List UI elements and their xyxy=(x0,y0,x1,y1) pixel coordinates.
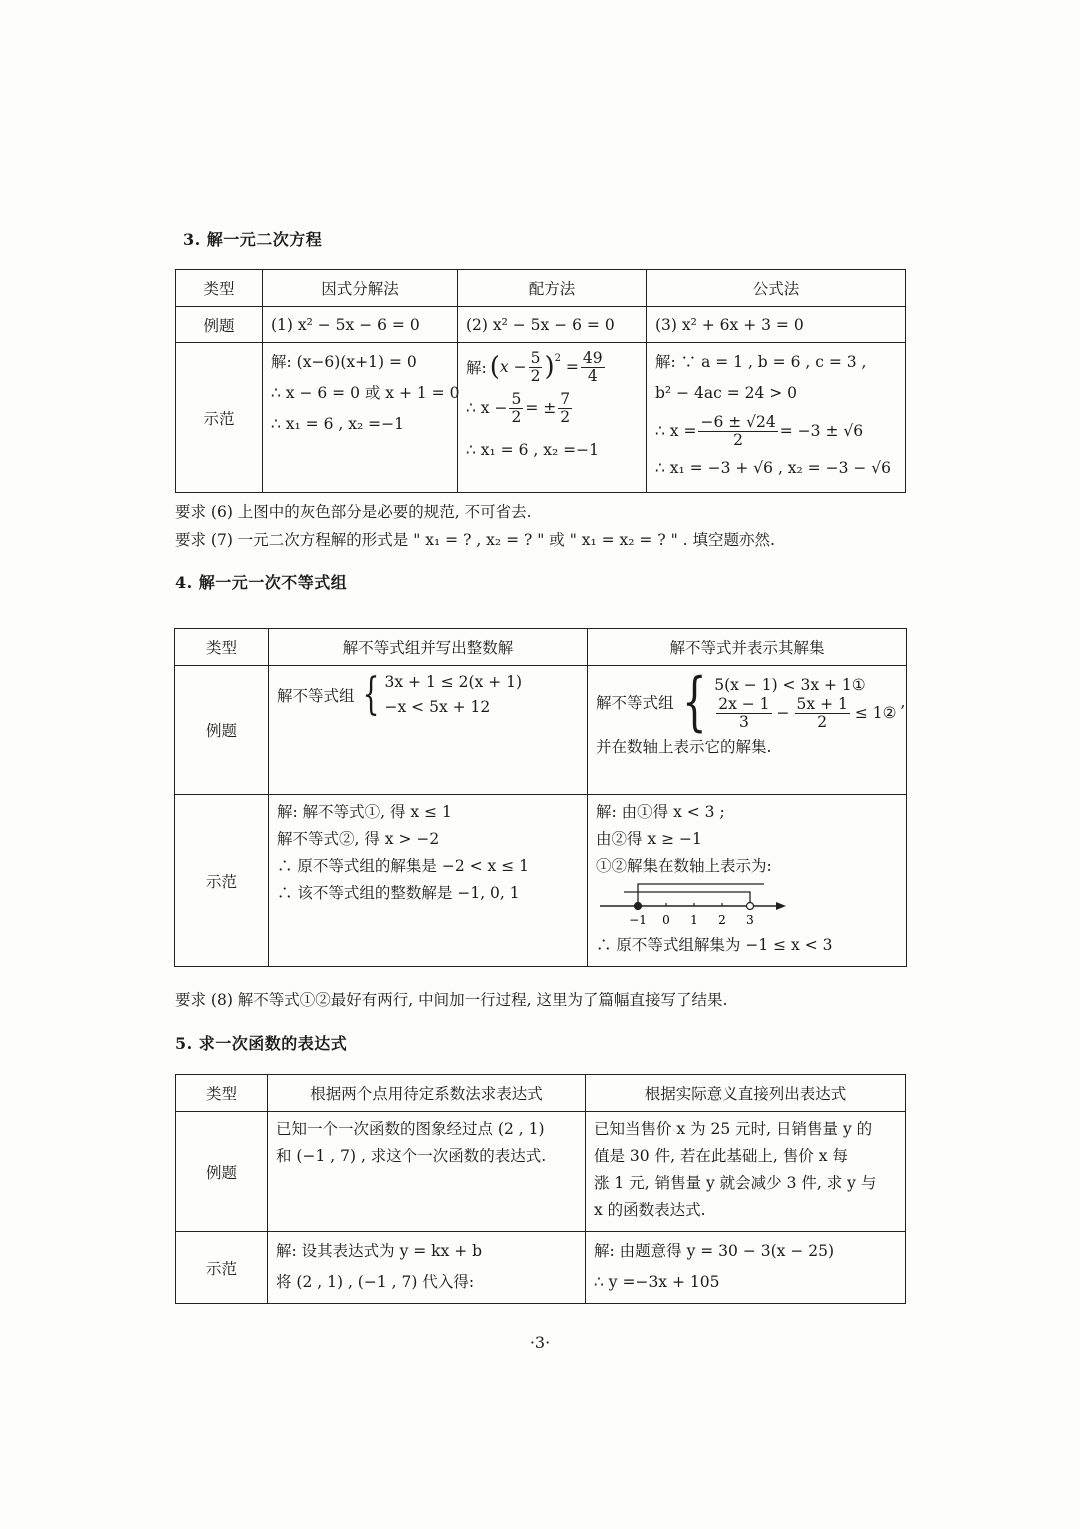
s3-complete-line2 xyxy=(466,387,638,429)
tick-label: 0 xyxy=(662,913,670,927)
frac-den: 3 xyxy=(738,712,749,731)
open-endpoint xyxy=(747,903,754,910)
s4-ex1-prefix: 解不等式组 xyxy=(277,687,355,705)
s4-demo-2 xyxy=(588,795,907,967)
s3-demo-formula xyxy=(647,343,906,493)
tick-label: −1 xyxy=(629,913,647,927)
frac-num: 5 xyxy=(511,389,522,408)
s3-complete-line1: 解: ( x − $\frac{5}{2}$ ) $^2$ = $\frac{49}{4}$ xyxy=(466,348,603,385)
s3-formula-line4: ∴ x₁ = −3 + √6 , x₂ = −3 − √6 xyxy=(655,459,892,477)
section3-title: 3. 解一元二次方程 xyxy=(183,230,323,249)
s5-demo-label: 示范 xyxy=(176,1232,268,1304)
s5-ex2-line: 已知当售价 x 为 25 元时, 日销售量 y 的 xyxy=(594,1120,873,1138)
s3-demo-label: 示范 xyxy=(176,343,263,493)
frac-num: 2x − 1 xyxy=(718,694,770,713)
s4-ex2-tail: ≤ 1② xyxy=(854,704,897,722)
s3-example-2: (2) x² − 5x − 6 = 0 xyxy=(458,307,647,343)
s5-demo1-line: 解: 设其表达式为 y = kx + b xyxy=(276,1242,483,1260)
s5-ex2-line: x 的函数表达式. xyxy=(594,1201,706,1219)
s5-ex2-line: 涨 1 元, 销售量 y 就会减少 3 件, 求 y 与 xyxy=(594,1174,877,1192)
s3-header-complete: 配方法 xyxy=(458,270,647,307)
s3-complete-l2-prefix: ∴ x − xyxy=(466,399,508,417)
number-line xyxy=(600,880,800,932)
s4-demo2-line: 由②得 x ≥ −1 xyxy=(596,830,702,848)
s4-header-type: 类型 xyxy=(175,629,269,666)
s4-ex1-line: −x < 5x + 12 xyxy=(384,698,491,716)
closed-endpoint xyxy=(635,903,642,910)
s3-formula-l3-prefix: ∴ x = xyxy=(655,422,697,440)
s4-ex2-last: 并在数轴上表示它的解集. xyxy=(596,738,772,756)
axis-arrow-icon xyxy=(776,902,786,910)
s4-ex1-lines xyxy=(385,670,523,720)
s4-demo2-bottom: ∴ 原不等式组解集为 −1 ≤ x < 3 xyxy=(596,936,833,954)
tick-label: 2 xyxy=(718,913,726,927)
s4-demo1-line: 解: 解不等式①, 得 x ≤ 1 xyxy=(277,803,452,821)
s5-ex2-line: 值是 30 件, 若在此基础上, 售价 x 每 xyxy=(594,1147,848,1165)
s3-factor-line: 解: (x−6)(x+1) = 0 xyxy=(271,353,417,371)
s3-formula-line1: 解: ∵ a = 1 , b = 6 , c = 3 , xyxy=(655,353,867,371)
s4-note-8: 要求 (8) 解不等式①②最好有两行, 中间加一行过程, 这里为了篇幅直接写了结果. xyxy=(175,991,728,1009)
section3-table xyxy=(175,269,906,493)
s4-ex2-frac2 xyxy=(795,696,850,731)
s5-example-label: 例题 xyxy=(176,1112,268,1232)
s3-l2-frac xyxy=(509,391,523,426)
s4-example-label: 例题 xyxy=(175,666,269,795)
s5-demo-1 xyxy=(268,1232,586,1304)
s5-example-1 xyxy=(268,1112,586,1232)
right-paren: ) xyxy=(544,352,555,382)
frac-num: 5x + 1 xyxy=(796,694,848,713)
s5-header-two-points: 根据两个点用待定系数法求表达式 xyxy=(268,1075,586,1112)
section5-table xyxy=(175,1074,906,1304)
frac-num: 7 xyxy=(560,389,571,408)
s5-demo-2 xyxy=(586,1232,906,1304)
s5-ex1-line: 已知一个一次函数的图象经过点 (2 , 1) xyxy=(276,1120,545,1138)
left-brace: { xyxy=(681,665,707,739)
s4-demo1-line: 解不等式②, 得 x > −2 xyxy=(277,830,440,848)
s4-ex2-lines xyxy=(714,674,896,731)
s3-complete-prefix: 解: xyxy=(466,359,487,377)
s4-ex2-system xyxy=(596,665,906,739)
left-brace: { xyxy=(362,669,379,720)
frac-num: 49 xyxy=(582,348,603,367)
s4-header-solution-set: 解不等式并表示其解集 xyxy=(588,629,907,666)
section4-table xyxy=(174,628,907,967)
s3-demo-complete xyxy=(458,343,647,493)
s3-formula-line3 xyxy=(655,409,897,453)
s3-example-label: 例题 xyxy=(176,307,263,343)
s3-complete-line3: ∴ x₁ = 6 , x₂ =−1 xyxy=(466,441,599,459)
frac-num: 5 xyxy=(530,348,541,367)
s4-example-2 xyxy=(588,666,907,795)
s3-factor-line: ∴ x₁ = 6 , x₂ =−1 xyxy=(271,415,404,433)
s5-header-practical: 根据实际意义直接列出表达式 xyxy=(586,1075,906,1112)
s3-example-3: (3) x² + 6x + 3 = 0 xyxy=(647,307,906,343)
s5-header-type: 类型 xyxy=(176,1075,268,1112)
tick-label: 3 xyxy=(746,913,754,927)
s3-demo-factor xyxy=(263,343,458,493)
frac-den: 2 xyxy=(530,366,541,385)
s4-ex2-line2 xyxy=(714,696,896,731)
s4-ex1-line: 3x + 1 ≤ 2(x + 1) xyxy=(384,673,523,691)
s3-rhs-frac xyxy=(581,350,605,385)
section4-title: 4. 解一元一次不等式组 xyxy=(175,573,348,592)
s3-formula-frac xyxy=(698,414,777,449)
s3-header-factor: 因式分解法 xyxy=(263,270,458,307)
page-number: ·3· xyxy=(529,1333,551,1352)
s3-note-6: 要求 (6) 上图中的灰色部分是必要的规范, 不可省去. xyxy=(175,503,532,521)
s4-demo2-line: ①②解集在数轴上表示为: xyxy=(596,857,772,875)
frac-den: 2 xyxy=(560,407,571,426)
s3-header-type: 类型 xyxy=(176,270,263,307)
s3-half-frac xyxy=(529,350,543,385)
s4-demo2-line: 解: 由①得 x < 3 ; xyxy=(596,803,725,821)
s4-example-1 xyxy=(269,666,588,795)
s5-ex1-line: 和 (−1 , 7) , 求这个一次函数的表达式. xyxy=(276,1147,547,1165)
s4-ex2-line1: 5(x − 1) < 3x + 1① xyxy=(714,675,866,694)
s3-note-7: 要求 (7) 一元二次方程解的形式是 " x₁ = ? , x₂ = ? " 或 " x₁ = x₂ = ? " . 填空题亦然. xyxy=(175,531,775,549)
minus-sign: − xyxy=(776,704,790,722)
s4-demo-label: 示范 xyxy=(175,795,269,967)
s3-formula-line2: b² − 4ac = 24 > 0 xyxy=(655,384,798,402)
s4-demo1-line: ∴ 原不等式组的解集是 −2 < x ≤ 1 xyxy=(277,857,529,875)
frac-den: 4 xyxy=(587,366,598,385)
s3-factor-line: ∴ x − 6 = 0 或 x + 1 = 0 xyxy=(271,384,460,402)
s4-ex1-system xyxy=(277,670,579,720)
frac-num: −6 ± √24 xyxy=(700,412,776,431)
left-paren: ( xyxy=(489,352,500,382)
s5-demo2-line: 解: 由题意得 y = 30 − 3(x − 25) xyxy=(594,1242,835,1260)
range-bracket-ge xyxy=(638,884,764,906)
comma: , xyxy=(900,693,906,711)
s4-ex2-prefix: 解不等式组 xyxy=(596,694,674,712)
s4-header-integer: 解不等式组并写出整数解 xyxy=(269,629,588,666)
s5-demo1-line: 将 (2 , 1) , (−1 , 7) 代入得: xyxy=(276,1273,475,1291)
frac-den: 2 xyxy=(511,407,522,426)
s4-demo1-line: ∴ 该不等式组的整数解是 −1, 0, 1 xyxy=(277,884,520,902)
s4-ex2-frac1 xyxy=(716,696,771,731)
frac-den: 2 xyxy=(733,430,744,449)
frac-den: 2 xyxy=(817,712,828,731)
range-bracket-lt xyxy=(624,892,750,906)
tick-label: 1 xyxy=(690,913,698,927)
s5-demo2-line: ∴ y =−3x + 105 xyxy=(594,1273,720,1291)
s3-example-1: (1) x² − 5x − 6 = 0 xyxy=(263,307,458,343)
s3-formula-l3-suffix: = −3 ± √6 xyxy=(779,422,864,440)
s5-example-2 xyxy=(586,1112,906,1232)
s3-l2-rfrac xyxy=(558,391,572,426)
s3-complete-l2-mid: = ± xyxy=(525,399,557,417)
section5-title: 5. 求一次函数的表达式 xyxy=(175,1034,348,1053)
s4-demo-1 xyxy=(269,795,588,967)
s3-header-formula: 公式法 xyxy=(647,270,906,307)
